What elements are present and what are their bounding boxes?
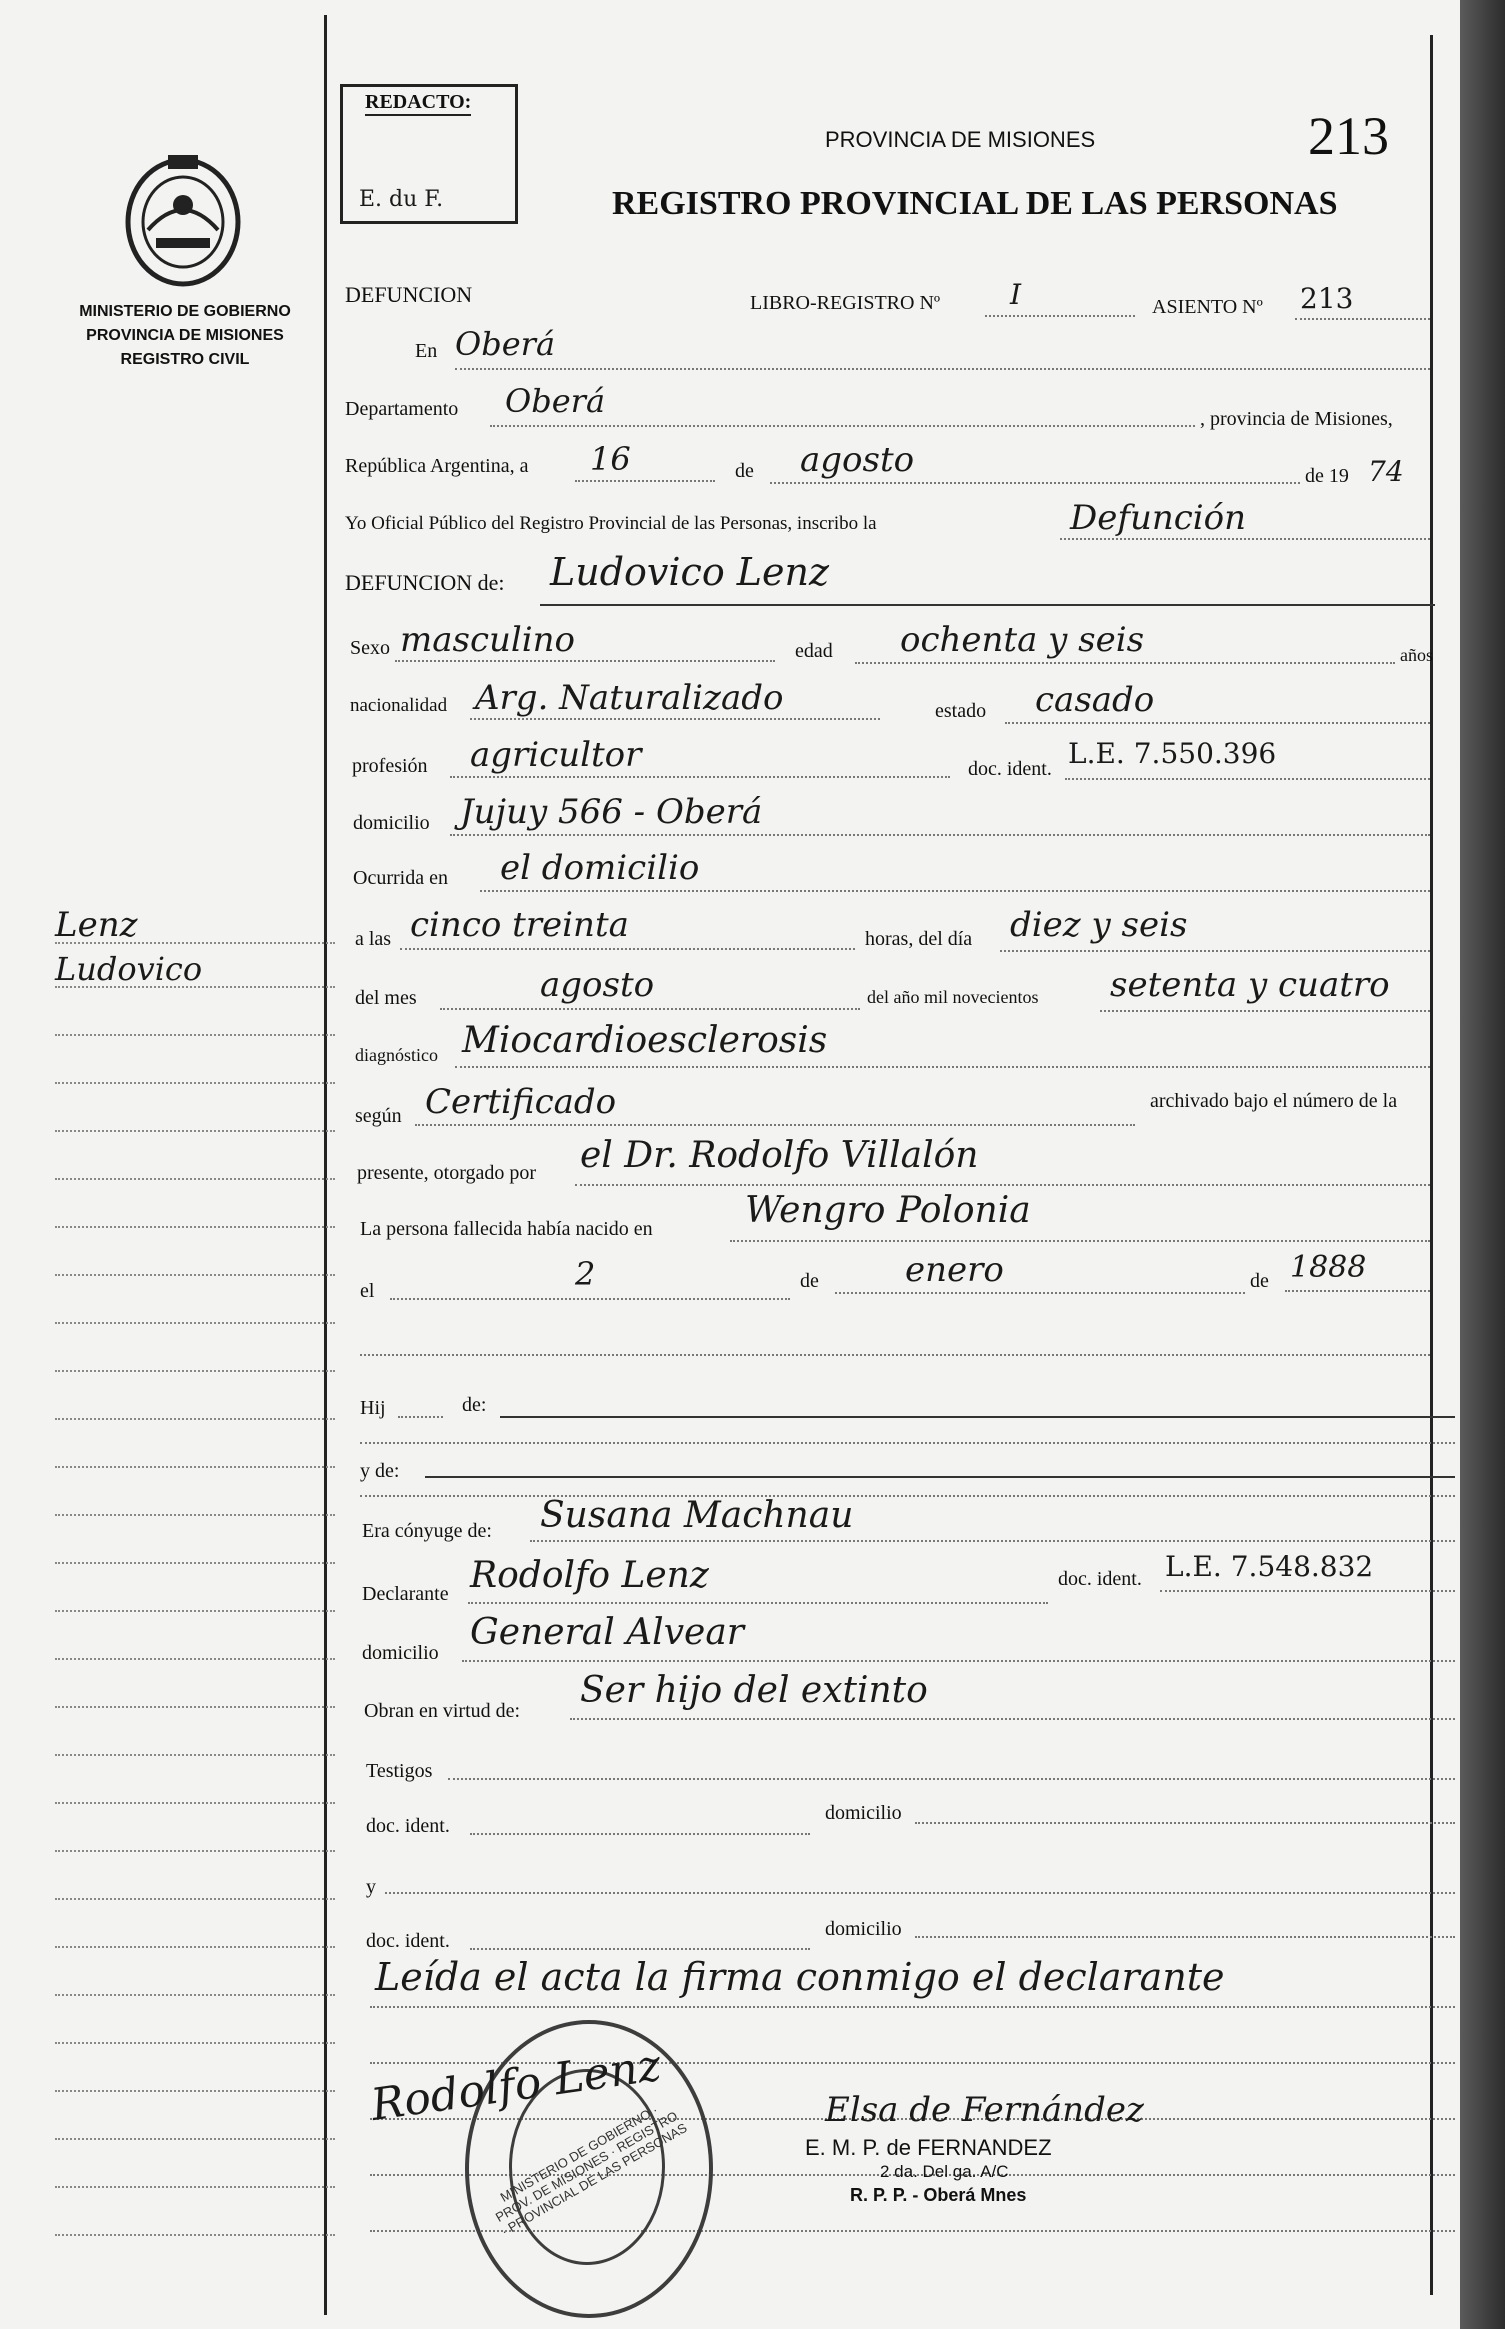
archivado-label: archivado bajo el número de la (1150, 1090, 1398, 1112)
hij-label: Hij (360, 1397, 386, 1419)
edad-value: ochenta y seis (900, 620, 1145, 660)
ministry-line-2: PROVINCIA DE MISIONES (86, 327, 284, 344)
margin-divider (324, 15, 327, 2315)
conyuge-label: Era cónyuge de: (362, 1520, 492, 1542)
registry-title: REGISTRO PROVINCIAL DE LAS PERSONAS (612, 185, 1338, 222)
ministry-line-1: MINISTERIO DE GOBIERNO (79, 303, 291, 320)
segun-value: Certificado (425, 1082, 617, 1122)
declarante-doc-label: doc. ident. (1058, 1568, 1142, 1590)
margin-given-name: Ludovico (55, 950, 203, 988)
departamento-value: Oberá (505, 382, 606, 420)
ocurrida-value: el domicilio (500, 848, 700, 888)
month-value: agosto (800, 440, 915, 480)
day-value: 16 (590, 440, 631, 478)
profesion-value: agricultor (470, 735, 642, 775)
sexo-label: Sexo (350, 637, 390, 659)
del-mes-label: del mes (355, 987, 417, 1009)
yo-oficial-label: Yo Oficial Público del Registro Provincial de las Personas, inscribo la (345, 513, 877, 534)
declarante-value: Rodolfo Lenz (470, 1555, 709, 1596)
presente-label: presente, otorgado por (357, 1162, 537, 1184)
ocurrida-label: Ocurrida en (353, 867, 448, 889)
testigo1-doc-label: doc. ident. (366, 1815, 450, 1837)
official-office: R. P. P. - Oberá Mnes (850, 2185, 1027, 2205)
declarante-label: Declarante (362, 1583, 449, 1605)
ministry-line-3: REGISTRO CIVIL (120, 351, 250, 368)
redacto-label: REDACTO: (365, 91, 471, 116)
margin-surname: Lenz (55, 905, 138, 945)
segun-label: según (355, 1105, 402, 1127)
departamento-label: Departamento (345, 398, 459, 420)
province-title: PROVINCIA DE MISIONES (825, 127, 1096, 152)
domicilio-label: domicilio (353, 812, 430, 834)
obran-label: Obran en virtud de: (364, 1700, 521, 1722)
hora-value: cinco treinta (410, 905, 629, 945)
closing-statement: Leída el acta la firma conmigo el declarante (375, 1955, 1225, 1999)
defuncion-heading: DEFUNCION (345, 282, 473, 307)
official-signature: Elsa de Fernández (825, 2090, 1144, 2130)
de-month-label: de (735, 460, 754, 482)
anos-label: años (1400, 645, 1433, 665)
coat-of-arms-icon (118, 150, 248, 290)
persona-fallecida-label: La persona fallecida había nacido en (360, 1218, 653, 1240)
del-ano-label: del año mil novecientos (867, 987, 1039, 1007)
en-value: Oberá (455, 325, 556, 363)
redacto-box (340, 84, 518, 224)
obran-value: Ser hijo del extinto (580, 1670, 928, 1711)
doc-ident-value: L.E. 7.550.396 (1068, 737, 1277, 770)
testigos-label: Testigos (366, 1760, 433, 1782)
nacionalidad-label: nacionalidad (350, 695, 448, 716)
otorgado-value: el Dr. Rodolfo Villalón (580, 1135, 979, 1176)
nac-ano-value: 1888 (1290, 1250, 1367, 1285)
provincia-label: , provincia de Misiones, (1200, 408, 1393, 430)
defuncion-de-label: DEFUNCION de: (345, 570, 505, 595)
page-number: 213 (1308, 106, 1389, 166)
asiento-value: 213 (1300, 282, 1354, 315)
y-de-label: y de: (360, 1460, 400, 1482)
libro-label: LIBRO-REGISTRO Nº (750, 292, 941, 314)
profesion-label: profesión (352, 755, 428, 777)
ano-value: setenta y cuatro (1110, 965, 1390, 1005)
right-border (1430, 35, 1433, 2295)
defuncion-de-value: Ludovico Lenz (550, 550, 829, 594)
hij-de-label: de: (462, 1394, 487, 1416)
horas-label: horas, del día (865, 928, 973, 950)
diagnostico-label: diagnóstico (355, 1045, 438, 1065)
nacido-en-value: Wengro Polonia (745, 1190, 1031, 1231)
year-value: 74 (1368, 455, 1404, 488)
testigo2-doc-label: doc. ident. (366, 1930, 450, 1952)
dia-value: diez y seis (1010, 905, 1188, 945)
testigo2-domicilio-label: domicilio (825, 1918, 902, 1940)
el-de-label: de (800, 1270, 819, 1292)
declarante-signature: Rodolfo Lenz (367, 2039, 665, 2132)
nacionalidad-value: Arg. Naturalizado (475, 678, 784, 718)
declarante-domicilio-value: General Alvear (470, 1612, 745, 1653)
de-year-label: de 19 (1305, 465, 1349, 487)
declarante-domicilio-label: domicilio (362, 1642, 439, 1664)
asiento-label: ASIENTO Nº (1152, 296, 1263, 318)
libro-value: I (1010, 278, 1022, 311)
republica-label: República Argentina, a (345, 455, 529, 477)
doc-ident-label: doc. ident. (968, 758, 1052, 780)
declarante-doc-value: L.E. 7.548.832 (1165, 1550, 1374, 1583)
estado-value: casado (1035, 680, 1155, 720)
ministry-block (55, 300, 315, 372)
sexo-value: masculino (400, 620, 576, 660)
conyuge-value: Susana Machnau (540, 1495, 854, 1536)
official-name: E. M. P. de FERNANDEZ (805, 2135, 1052, 2160)
estado-label: estado (935, 700, 987, 722)
diagnostico-value: Miocardioesclerosis (462, 1020, 828, 1061)
nac-mes-value: enero (905, 1250, 1004, 1290)
inscribo-value: Defunción (1070, 498, 1247, 538)
testigo-y-label: y (366, 1876, 376, 1898)
testigo1-domicilio-label: domicilio (825, 1802, 902, 1824)
binding-shadow (1460, 0, 1505, 2329)
redacto-value: E. du F. (359, 187, 444, 212)
seal-text: MINISTERIO DE GOBIERNO · PROV. DE MISIONES · REGISTRO · PROVINCIAL DE LAS PERSONAS (492, 2102, 690, 2239)
el-label: el (360, 1280, 375, 1302)
a-las-label: a las (355, 928, 392, 950)
en-label: En (415, 340, 438, 362)
mes-value: agosto (540, 965, 655, 1005)
official-title: 2 da. Del ga. A/C (880, 2162, 1009, 2181)
el-de-year-label: de (1250, 1270, 1269, 1292)
domicilio-value: Jujuy 566 - Oberá (460, 792, 763, 832)
nac-dia-value: 2 (575, 1255, 596, 1293)
edad-label: edad (795, 640, 833, 662)
